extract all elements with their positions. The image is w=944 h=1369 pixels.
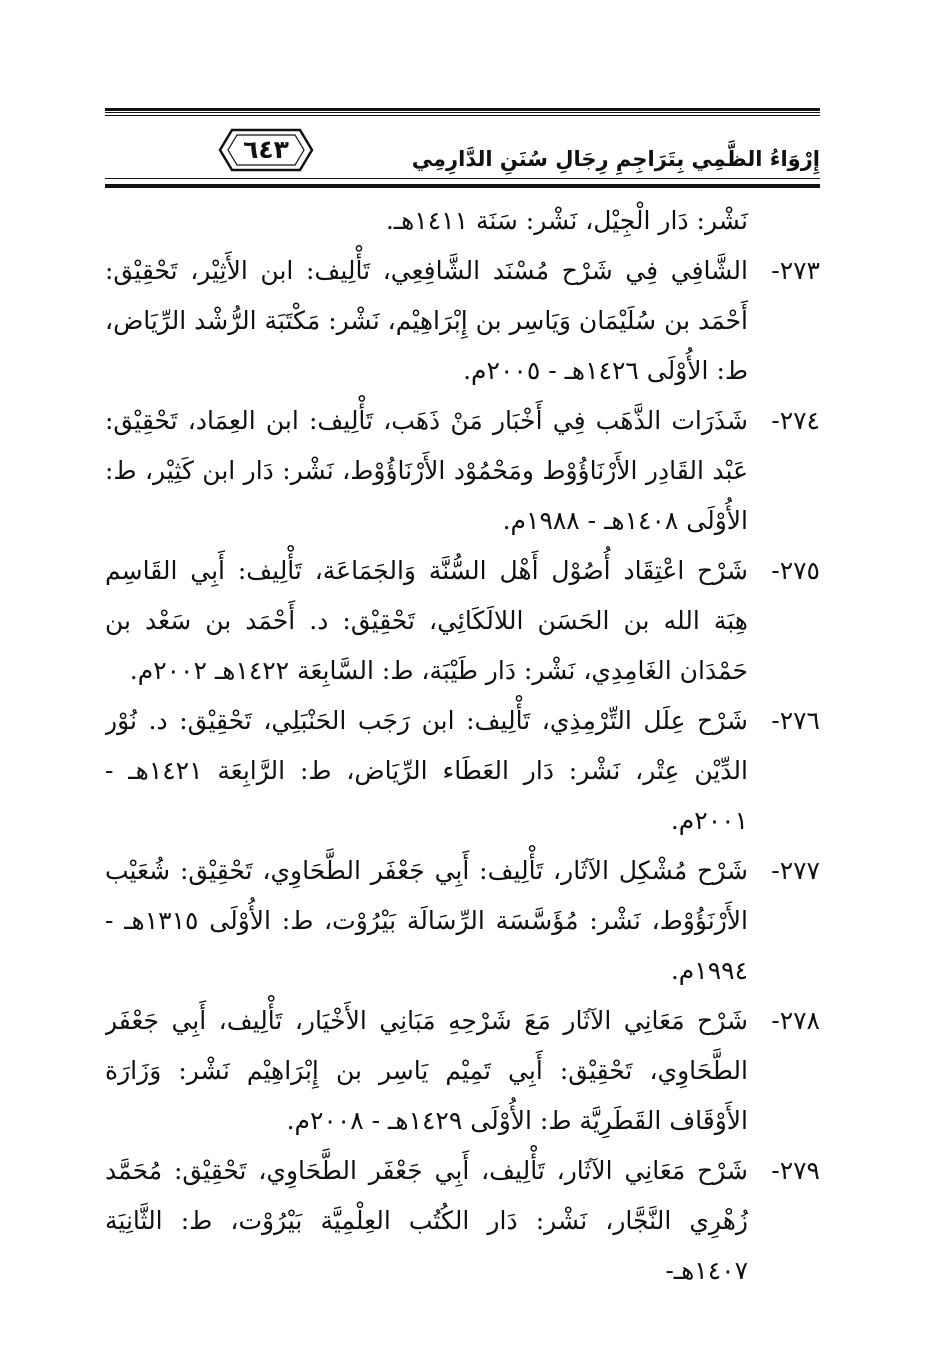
entry-text: شَذَرَات الذَّهَب فِي أَخْبَار مَنْ ذَهَب، تَأْلِيف: ابن العِمَاد، تَحْقِيْق: عَبْد القَادِر الأَرْنَاؤُوْط ومَحْمُوْد الأَرْنَاؤُوْط، نَشْر: دَار ابن كَثِيْر، ط: الأُوْلَى ١٤٠٨هـ - ١٩٨٨م.: [105, 406, 748, 535]
list-item: [105, 546, 820, 696]
list-item: [105, 996, 820, 1146]
bibliography-list: [105, 196, 820, 1356]
page-header: [105, 108, 820, 190]
entry-text: شَرْح عِلَل التِّرْمِذِي، تَأْلِيف: ابن رَجَب الحَنْبَلِي، تَحْقِيْق: د. نُوْر الدِّيْن عِتْر، نَشْر: دَار العَطَاء الرِّيَاض، ط: الرَّابِعَة ١٤٢١هـ - ٢٠٠١م.: [105, 706, 748, 835]
running-title: إِرْوَاءُ الظَّمِي بِتَرَاجِمِ رِجَالِ سُنَنِ الدَّارِمِي: [411, 147, 820, 171]
entry-text: شَرْح اعْتِقَاد أُصُوْل أَهْل السُّنَّة وَالجَمَاعَة، تَأْلِيف: أَبِي القَاسِم هِبَة الله بن الحَسَن اللالَكَائِي، تَحْقِيْق: د. أَحْمَد بن سَعْد بن حَمْدَان الغَامِدِي، نَشْر: دَار طَيْبَة، ط: السَّابِعَة ١٤٢٢هـ ٢٠٠٢م.: [105, 556, 748, 685]
entry-number: ٢٧٤-: [771, 406, 820, 435]
entry-number: ٢٧٥-: [771, 556, 820, 585]
list-item: [105, 696, 820, 846]
page-number-badge: [218, 126, 314, 174]
entry-text: شَرْح مَعَانِي الآثَار مَعَ شَرْحِهِ مَبَانِي الأَخْيَار، تَأْلِيف، أَبِي جَعْفَر الطَّحَاوِي، تَحْقِيْق: أَبِي تَمِيْم يَاسِر بن إِبْرَاهِيْم نَشْر: وَزَارَة الأَوْقَاف القَطَرِيَّة ط: الأُوْلَى ١٤٢٩هـ - ٢٠٠٨م.: [105, 1006, 748, 1135]
entry-number: ٢٧٧-: [771, 856, 820, 885]
header-bottom-rule: [105, 178, 820, 188]
list-item: [105, 846, 820, 996]
list-item: [105, 246, 820, 396]
entry-text: شَرْح مَعَانِي الآثَار، تَأْلِيف، أَبِي جَعْفَر الطَّحَاوِي، تَحْقِيْق: مُحَمَّد زُهْرِي النَّجَّار، نَشْر: دَار الكُتُب العِلْمِيَّة بَيْرُوْت، ط: الثَّانِيَة ١٤٠٧هـ-: [105, 1156, 748, 1285]
list-item: [105, 1146, 820, 1296]
entry-text: الشَّافِي فِي شَرْح مُسْنَد الشَّافِعِي، تَأْلِيف: ابن الأَثِيْر، تَحْقِيْق: أَحْمَد بن سُلَيْمَان وَيَاسِر بن إِبْرَاهِيْم، نَشْر: مَكْتَبَة الرُّشْد الرِّيَاض، ط: الأُوْلَى ١٤٢٦هـ - ٢٠٠٥م.: [105, 256, 748, 385]
page-number: ٦٤٣: [243, 135, 289, 164]
list-item: [105, 196, 820, 246]
entry-number: ٢٧٨-: [771, 1006, 820, 1035]
entry-number: ٢٧٣-: [771, 256, 820, 285]
list-item: [105, 396, 820, 546]
entry-number: ٢٧٩-: [771, 1156, 820, 1185]
entry-number: ٢٧٦-: [771, 706, 820, 735]
entry-text: نَشْر: دَار الْجِيْل، نَشْر: سَنَة ١٤١١هـ.: [385, 206, 748, 235]
header-top-rule: [105, 108, 820, 116]
entry-text: شَرْح مُشْكِل الآثَار، تَأْلِيف: أَبِي جَعْفَر الطَّحَاوِي، تَحْقِيْق: شُعَيْب الأَرْنَؤُوْط، نَشْر: مُؤَسَّسَة الرِّسَالَة بَيْرُوْت، ط: الأُوْلَى ١٣١٥هـ - ١٩٩٤م.: [105, 856, 748, 985]
